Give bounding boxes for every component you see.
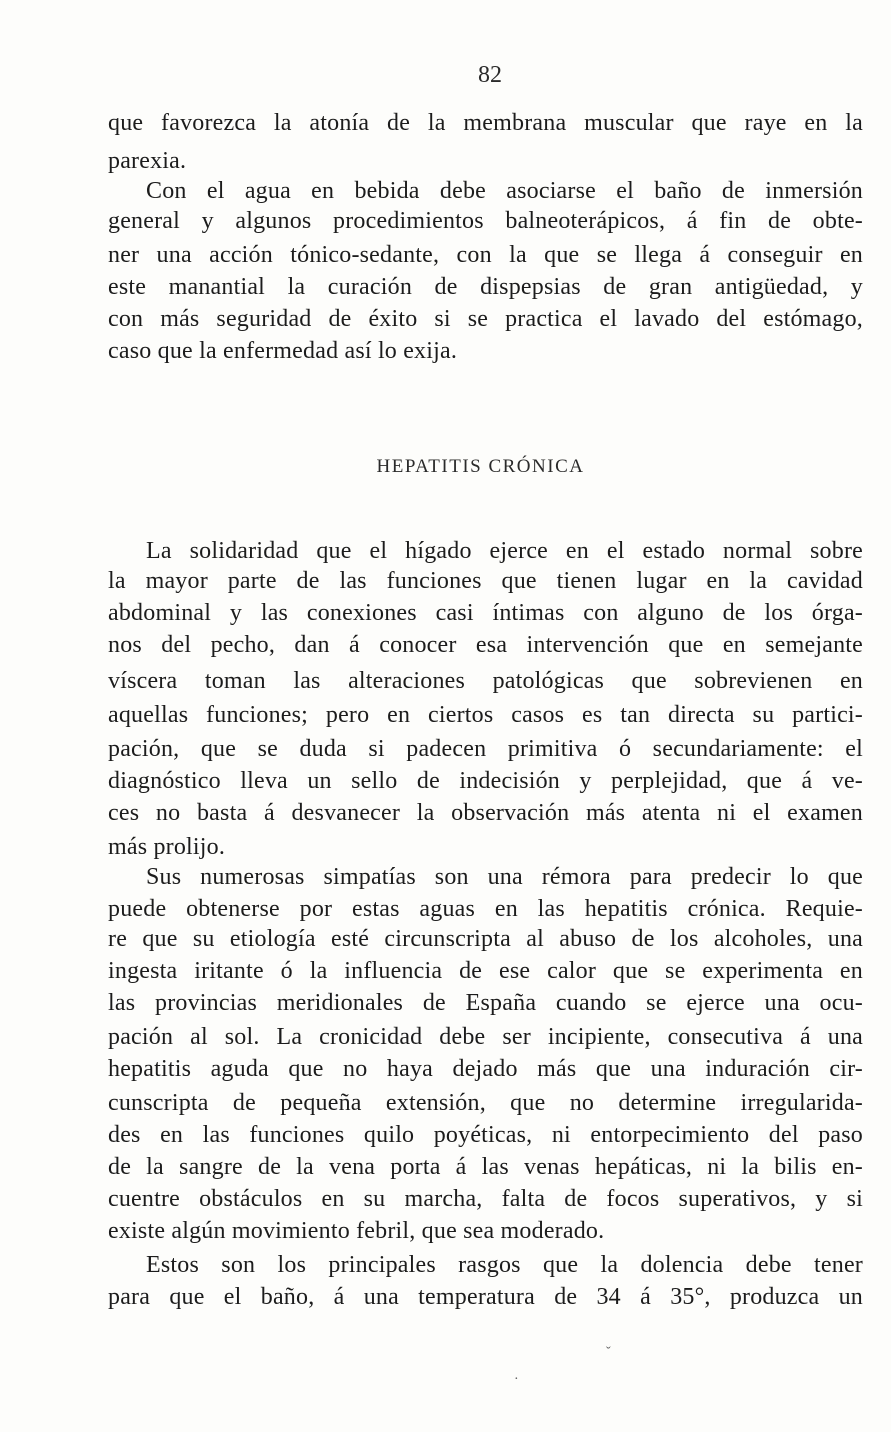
text-line: para que el baño, á una temperatura de 34 á 35°, produzca un	[108, 1284, 863, 1310]
text-line: hepatitis aguda que no haya dejado más que una induración cir-	[108, 1056, 863, 1082]
text-line: La solidaridad que el hígado ejerce en el estado normal sobre	[146, 538, 863, 564]
text-line: Con el agua en bebida debe asociarse el baño de inmersión	[146, 178, 863, 204]
text-line: las provincias meridionales de España cuando se ejerce una ocu-	[108, 990, 863, 1016]
text-line: que favorezca la atonía de la membrana muscular que raye en la	[108, 110, 863, 136]
text-line: Estos son los principales rasgos que la dolencia debe tener	[146, 1252, 863, 1278]
text-line: este manantial la curación de dispepsias de gran antigüedad, y	[108, 274, 863, 300]
text-line: víscera toman las alteraciones patológicas que sobrevienen en	[108, 668, 863, 694]
scan-speck: ·	[514, 1372, 519, 1387]
text-line: puede obtenerse por estas aguas en las hepatitis crónica. Requie-	[108, 896, 863, 922]
section-title: HEPATITIS CRÓNICA	[376, 456, 585, 477]
text-line: pación, que se duda si padecen primitiva ó secundariamente: el	[108, 736, 863, 762]
text-line: la mayor parte de las funciones que tienen lugar en la cavidad	[108, 568, 863, 594]
text-line: aquellas funciones; pero en ciertos casos es tan directa su partici-	[108, 702, 863, 728]
text-line: ingesta iritante ó la influencia de ese calor que se experimenta en	[108, 958, 863, 984]
text-line: Sus numerosas simpatías son una rémora para predecir lo que	[146, 864, 863, 890]
text-line: caso que la enfermedad así lo exija.	[108, 338, 458, 364]
text-line: parexia.	[108, 148, 187, 174]
text-line: general y algunos procedimientos balneoterápicos, á fin de obte-	[108, 208, 863, 234]
text-line: ces no basta á desvanecer la observación más atenta ni el examen	[108, 800, 863, 826]
text-line: ner una acción tónico-sedante, con la que se llega á conseguir en	[108, 242, 863, 268]
text-line: des en las funciones quilo poyéticas, ni entorpecimiento del paso	[108, 1122, 863, 1148]
text-line: con más seguridad de éxito si se practica el lavado del estómago,	[108, 306, 863, 332]
text-line: nos del pecho, dan á conocer esa intervención que en semejante	[108, 632, 863, 658]
page-number: 82	[478, 62, 502, 88]
text-line: más prolijo.	[108, 834, 226, 860]
text-line: re que su etiología esté circunscripta al abuso de los alcoholes, una	[108, 926, 863, 952]
scan-speck: ˇ	[606, 1345, 611, 1360]
text-line: de la sangre de la vena porta á las venas hepáticas, ni la bilis en-	[108, 1154, 863, 1180]
text-line: abdominal y las conexiones casi íntimas con alguno de los órga-	[108, 600, 863, 626]
text-line: cuentre obstáculos en su marcha, falta de focos superativos, y si	[108, 1186, 863, 1212]
text-line: existe algún movimiento febril, que sea moderado.	[108, 1218, 605, 1244]
text-line: diagnóstico lleva un sello de indecisión y perplejidad, que á ve-	[108, 768, 863, 794]
text-line: cunscripta de pequeña extensión, que no determine irregularida-	[108, 1090, 863, 1116]
text-line: pación al sol. La cronicidad debe ser incipiente, consecutiva á una	[108, 1024, 863, 1050]
